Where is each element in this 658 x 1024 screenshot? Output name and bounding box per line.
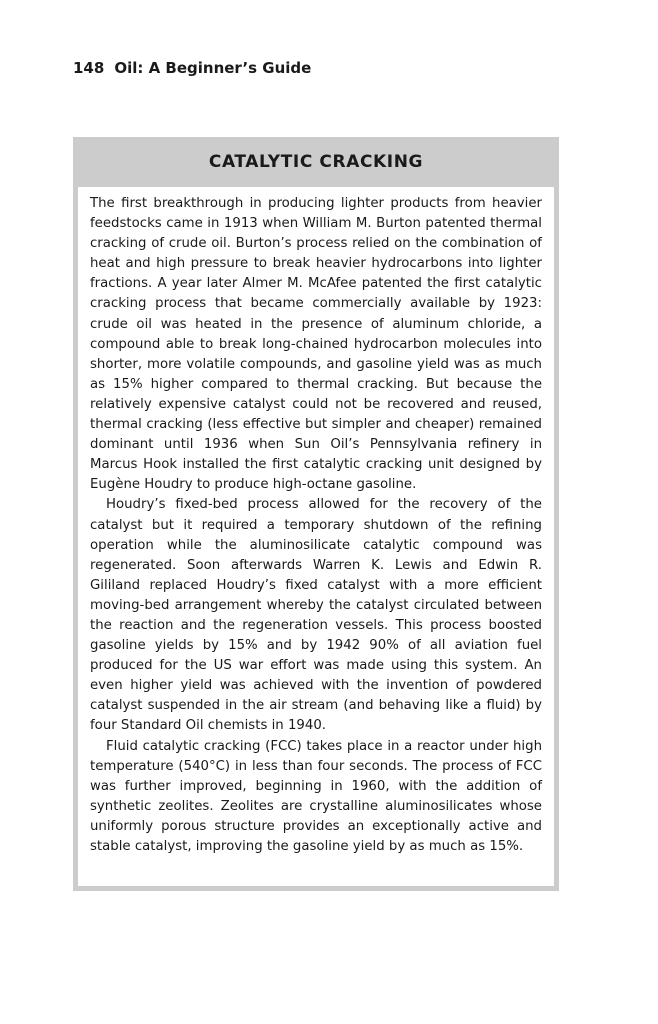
- box-body: [78, 187, 554, 886]
- paragraph-3: Fluid catalytic cracking (FCC) takes place in a reactor under high temperature (540°C) in less than four seconds. The process of FCC was further improved, beginning in 1960, with the addition of synthetic zeolites. Zeolites are crystalline aluminosilicates whose uniformly porous structure provides an exceptionally active and stable catalyst, improving the gasoline yield by as much as 15%.: [90, 738, 542, 854]
- paragraph-1: The first breakthrough in producing lighter products from heavier feedstocks came in 1913 when William M. Burton patented thermal cracking of crude oil. Burton’s process relied on the combination of heat and high pressure to break heavier hydrocarbons into lighter fractions. A year later Almer M. McAfee patented the first catalytic cracking process that became commercially available by 1923: crude oil was heated in the presence of aluminum chloride, a compound able to break long-chained hydrocarbon molecules into shorter, more volatile compounds, and gasoline yield was as much as 15% higher compared to thermal cracking. But because the relatively expensive catalyst could not be recovered and reused, thermal cracking (less effective but simpler and cheaper) remained dominant until 1936 when Sun Oil’s Pennsylvania refinery in Marcus Hook installed the first catalytic cracking unit designed by Eugène Houdry to produce high-octane gasoline.: [90, 196, 542, 493]
- sidebar-box: [73, 137, 559, 891]
- running-head: [73, 59, 311, 77]
- paragraph-2: Houdry’s fixed-bed process allowed for the recovery of the catalyst but it required a temporary shutdown of the refining operation while the aluminosilicate catalytic compound was regenerated. Soon afterwards Warren K. Lewis and Edwin R. Gililand replaced Houdry’s fixed catalyst with a more efficient moving-bed arrangement whereby the catalyst circulated between the reaction and the regeneration vessels. This process boosted gasoline yields by 15% and by 1942 90% of all aviation fuel produced for the US war effort was made using this system. An even higher yield was achieved with the invention of powdered catalyst suspended in the air stream (and behaving like a fluid) by four Standard Oil chemists in 1940.: [90, 497, 542, 734]
- page-number: 148: [73, 59, 105, 77]
- book-title: Oil: A Beginner’s Guide: [114, 59, 312, 77]
- box-title: CATALYTIC CRACKING: [208, 152, 424, 172]
